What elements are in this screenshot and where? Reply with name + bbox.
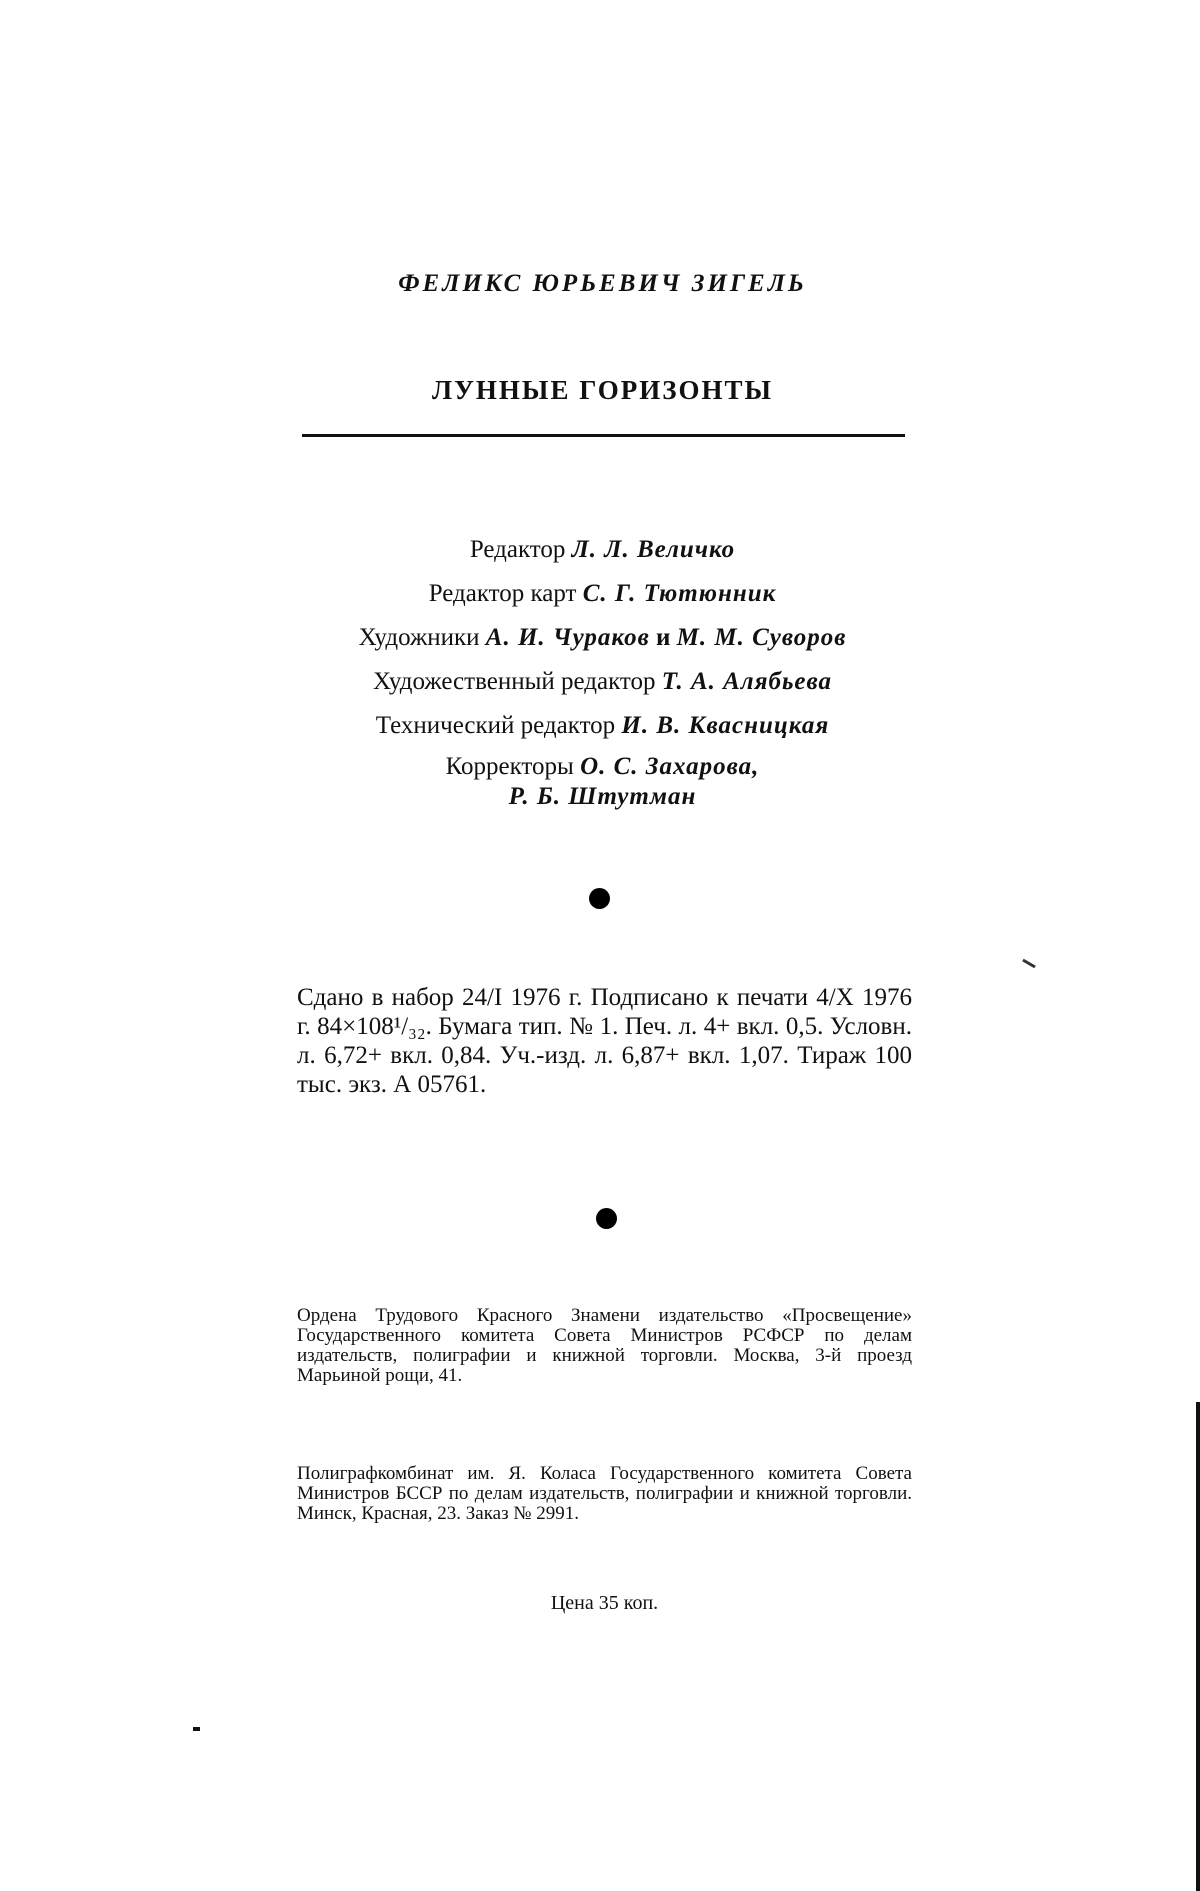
credit-label: Редактор [469,536,566,563]
credit-person: И. В. Квасницкая [621,712,830,739]
credit-artists [280,616,925,660]
price: Цена 35 коп. [550,1592,659,1614]
credit-person: С. Г. Тютюнник [582,580,777,607]
credit-person: М. М. Суворов [676,624,847,651]
print-imprint: Сдано в набор 24/I 1976 г. Подписано к печати 4/X 1976 г. 84×108¹/₃₂. Бумага тип. № 1. Печ. л. 4+ вкл. 0,5. Условн. л. 6,72+ вкл. 0,84. Уч.-изд. л. 6,87+ вкл. 1,07. Тираж 100 тыс. экз. А 05761. [297,984,912,1098]
section-bullet [589,888,610,909]
credit-label: Художественный редактор [373,668,656,695]
credit-person: Л. Л. Величко [571,536,736,563]
credit-label: Технический редактор [375,712,616,739]
corrector-line-2 [280,782,925,812]
printer-info: Полиграфкомбинат им. Я. Коласа Государственного комитета Совета Министров БССР по делам издательств, полиграфии и книжной торговли. Минск, Красная, 23. Заказ № 2991. [297,1463,912,1524]
corrector-line-1 [280,752,925,782]
credit-person: Р. Б. Штутман [508,783,697,810]
credit-person: О. С. Захарова, [580,753,760,780]
author-name: ФЕЛИКС ЮРЬЕВИЧ ЗИГЕЛЬ [398,270,807,297]
section-bullet [596,1208,617,1229]
credit-map-editor [280,572,925,616]
credit-person: Т. А. Алябьева [661,668,832,695]
page-edge-shadow [1196,1402,1200,1891]
title-rule [302,434,905,437]
credit-label: Художники [358,624,480,651]
credit-art-editor [280,660,925,704]
credit-correctors [280,752,925,812]
scan-speck [193,1727,200,1731]
credit-tech-editor [280,704,925,748]
publisher-info: Ордена Трудового Красного Знамени издательство «Просвещение» Государственного комитета Совета Министров РСФСР по делам издательств, полиграфии и книжной торговли. Москва, 3-й проезд Марьиной рощи, 41. [297,1305,912,1386]
credit-conjunction: и [656,624,671,651]
book-title: ЛУННЫЕ ГОРИЗОНТЫ [432,375,773,405]
credit-person: А. И. Чураков [485,624,650,651]
credits-block [280,528,925,812]
scan-speck [1022,959,1036,969]
credit-label: Редактор карт [428,580,577,607]
credit-label: Корректоры [445,753,574,780]
credit-editor [280,528,925,572]
